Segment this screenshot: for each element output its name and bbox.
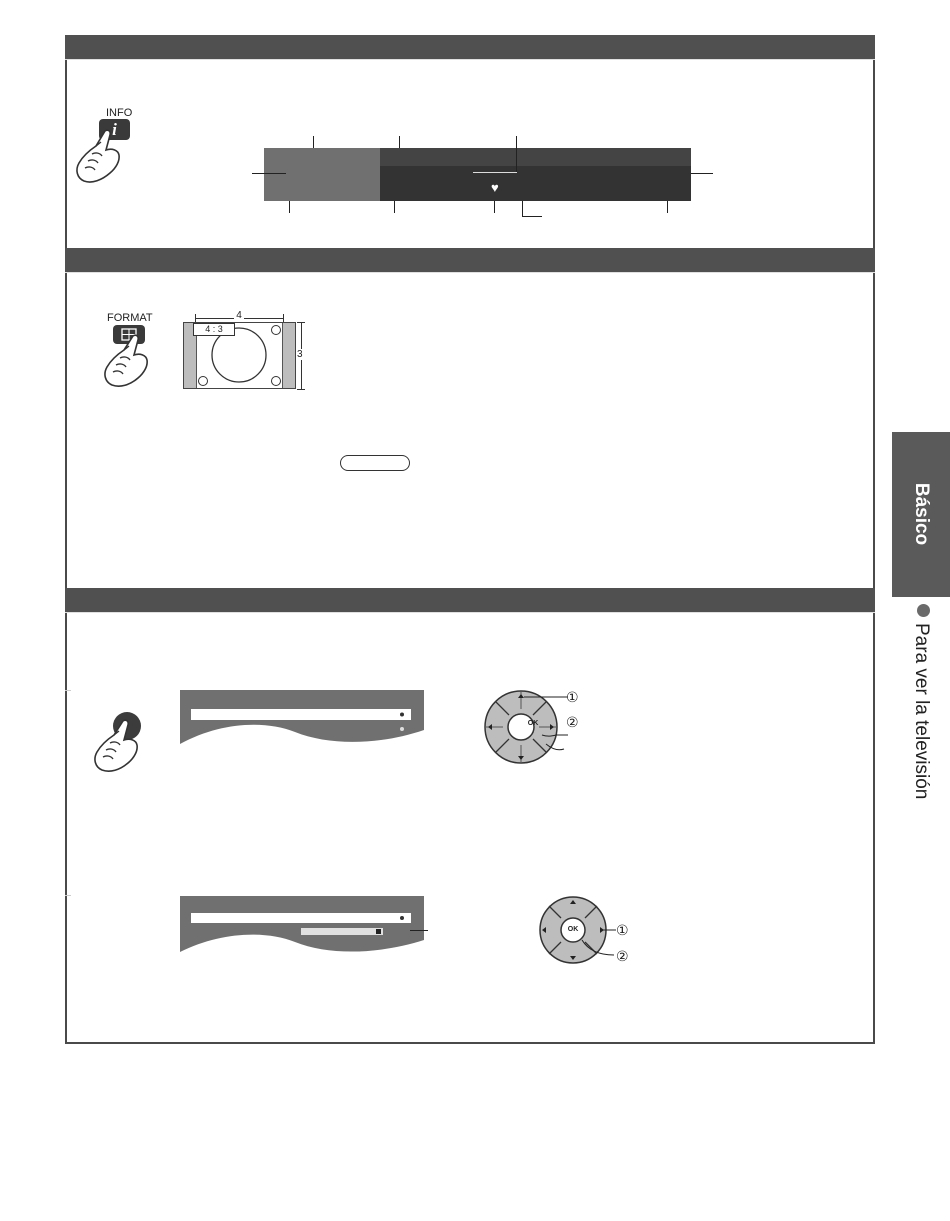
section-band-menu (65, 588, 875, 612)
menu-screen-1 (180, 690, 424, 746)
step-1-marker: ① (566, 689, 579, 705)
callout-line (289, 201, 290, 213)
callout-line (252, 173, 286, 174)
band-divider (65, 59, 875, 60)
pointing-hand-icon (96, 333, 156, 389)
callout-line (313, 136, 314, 148)
favourite-heart-icon: ♥ (491, 180, 499, 195)
pointing-hand-icon (72, 128, 132, 186)
pointing-hand-icon (86, 718, 146, 774)
side-tab-basico (892, 432, 950, 597)
info-key-caption: INFO (106, 107, 133, 119)
side-section-label: Para ver la televisión (911, 623, 932, 800)
bullet-icon (917, 604, 930, 617)
dimension-tick (297, 322, 305, 323)
dimension-tick (297, 389, 305, 390)
callout-line (394, 201, 395, 213)
side-section-title (910, 604, 932, 799)
banner-program-area (380, 166, 691, 201)
width-label: 4 (234, 310, 244, 321)
dimension-tick (283, 314, 284, 322)
callout-line (522, 201, 523, 216)
band-divider (65, 612, 875, 613)
callout-line (522, 216, 542, 217)
pillar-bar-right (282, 323, 295, 388)
banner-top-strip (380, 148, 691, 166)
aspect-ratio-label: 4 : 3 (193, 323, 235, 336)
mode-pill-button (340, 455, 410, 471)
section-band-info (65, 35, 875, 59)
height-label: 3 (297, 349, 303, 360)
callout-line (667, 201, 668, 213)
tick-mark (65, 690, 71, 691)
step-1-marker: ① (616, 922, 629, 938)
tick-mark (65, 895, 71, 896)
callout-line (399, 136, 400, 148)
menu-screen-2 (180, 896, 424, 956)
band-divider (65, 272, 875, 273)
ok-label: OK (527, 720, 539, 727)
callout-line (494, 201, 495, 213)
format-key-caption: FORMAT (107, 312, 153, 324)
dimension-tick (195, 314, 196, 322)
step-2-marker: ② (566, 714, 579, 730)
banner-channel-area (264, 148, 380, 201)
callout-line (691, 173, 713, 174)
callout-line (410, 930, 428, 931)
side-tab-label: Básico (911, 482, 932, 546)
banner-inner-line (473, 172, 517, 173)
step-2-marker: ② (616, 948, 629, 964)
section-band-format (65, 248, 875, 272)
callout-line (516, 136, 517, 172)
ok-label: OK (567, 926, 579, 933)
info-icon: i (112, 120, 117, 139)
